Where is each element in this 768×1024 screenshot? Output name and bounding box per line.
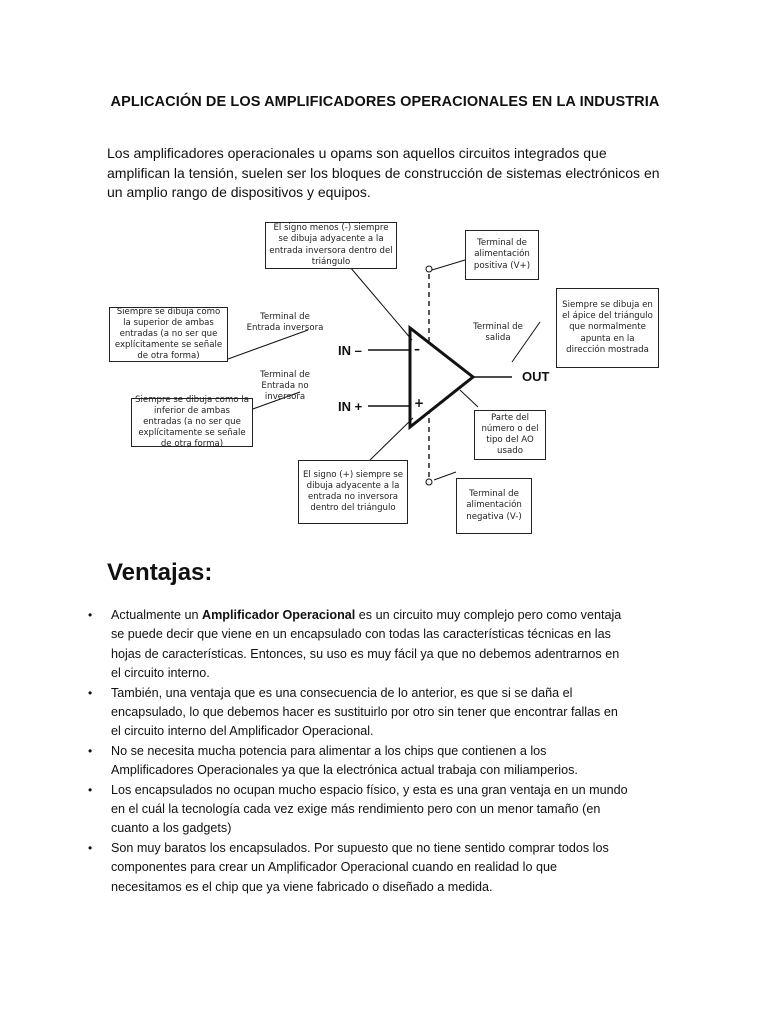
negative-supply-terminal <box>426 479 432 485</box>
pointer-part-number <box>460 390 478 407</box>
list-item <box>0 781 631 839</box>
intro-paragraph: Los amplificadores operacionales u opams son aquellos circuitos integrados que amplifican la tensión, suelen ser los bloques de construcción de sistemas electrónicos en un amplio rango de dispositivos y equipos. <box>107 145 660 200</box>
bullet-icon: • <box>88 608 93 622</box>
list-item-text: Son muy baratos los encapsulados. Por supuesto que no tiene sentido comprar todos los componentes para crear un Amplificador Operacional cuando en realidad lo que necesitamos es el chip que ya viene fabricado o diseñado a medida. <box>111 840 609 894</box>
callout-lower-input: Siempre se dibuja como la inferior de ambas entradas (a no ser que explícitamente se señale de otra forma) <box>131 398 253 447</box>
pin-in-plus: IN + <box>338 399 363 414</box>
bullet-icon: • <box>88 782 93 797</box>
opamp-diagram <box>100 212 670 542</box>
pin-in-minus: IN – <box>338 343 362 358</box>
list-item-prefix: Actualmente un <box>111 608 203 622</box>
plus-sign-symbol: + <box>414 396 425 410</box>
pointer-upper-input <box>228 330 308 359</box>
list-item-bold: Amplificador Operacional <box>202 608 356 622</box>
bullet-icon: • <box>88 840 93 855</box>
pointer-vminus <box>434 472 456 480</box>
list-item-text: No se necesita mucha potencia para alimentar a los chips que contienen a los Amplificadores Operacionales ya que la electrónica actual trabaja con miliamperios. <box>111 743 578 778</box>
list-item-text: es un circuito muy complejo pero como ventaja se puede decir que viene en un encapsulado con todas las características técnicas en las hojas de características. Entonces, su uso es muy fácil ya que no debemos adentrarnos en el circuito interno. <box>111 608 622 681</box>
callout-plus-sign: El signo (+) siempre se dibuja adyacente a la entrada no inversora dentro del triángulo <box>298 460 408 524</box>
label-output-terminal: Terminal de salida <box>473 322 523 343</box>
section-heading-ventajas: Ventajas: <box>107 559 213 586</box>
bullet-icon: • <box>88 685 93 700</box>
list-item <box>0 742 631 781</box>
list-item-text: Los encapsulados no ocupan mucho espacio físico, y esta es una gran ventaja en un mundo en el cuál la tecnología cada vez exige más rendimiento pero con un menor tamaño (en cuanto a los gadgets) <box>111 782 628 836</box>
label-inverting-terminal: Terminal de Entrada inversora <box>246 312 324 333</box>
positive-supply-terminal <box>426 266 432 272</box>
callout-upper-input: Siempre se dibuja como la superior de ambas entradas (a no ser que explícitamente se señale de otra forma) <box>109 307 228 362</box>
callout-positive-supply: Terminal de alimentación positiva (V+) <box>465 230 539 280</box>
pointer-plus <box>370 418 413 460</box>
list-item-text: También, una ventaja que es una consecuencia de lo anterior, es que si se daña el encapsulado, lo que debemos hacer es sustituirlo por otro sin tener que encontrar fallas en el circuito interno del Amplificador Operacional. <box>111 685 618 739</box>
callout-negative-supply: Terminal de alimentación negativa (V-) <box>456 478 532 534</box>
callout-minus-sign: El signo menos (-) siempre se dibuja adyacente a la entrada inversora dentro del triángulo <box>265 222 397 269</box>
page-title: APLICACIÓN DE LOS AMPLIFICADORES OPERACIONALES EN LA INDUSTRIA <box>110 94 660 110</box>
bullet-icon: • <box>88 743 93 758</box>
minus-sign-symbol: – <box>414 342 420 356</box>
pin-out: OUT <box>522 369 550 384</box>
callout-apex: Siempre se dibuja en el ápice del triángulo que normalmente apunta en la dirección mostrada <box>556 288 659 368</box>
list-item <box>0 839 631 897</box>
pointer-vplus <box>432 260 465 270</box>
list-item <box>0 684 631 742</box>
pointer-minus <box>350 267 412 340</box>
label-noninverting-terminal: Terminal de Entrada no inversora <box>260 370 310 402</box>
list-item <box>0 606 631 684</box>
advantages-list <box>0 606 768 897</box>
callout-part-number: Parte del número o del tipo del AO usado <box>474 410 546 460</box>
